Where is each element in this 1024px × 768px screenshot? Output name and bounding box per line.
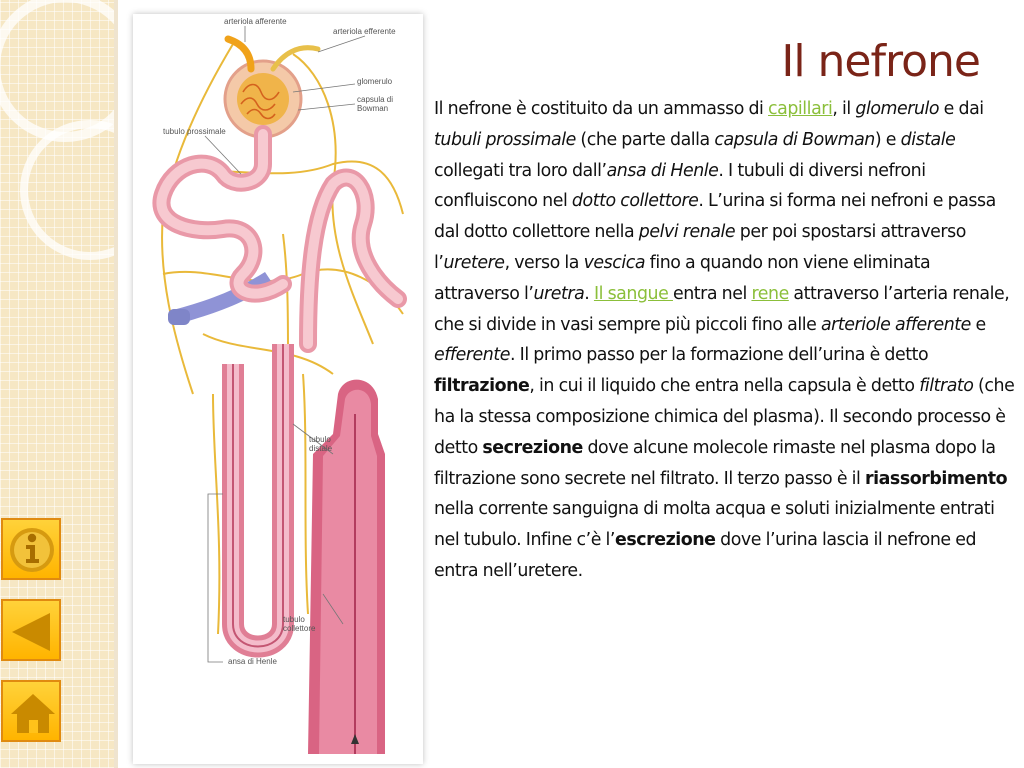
text-run: , verso la [504,252,584,273]
bold-term-escrezione: escrezione [615,530,716,551]
label-capsula-1: capsula di [357,95,394,104]
italic-term-dotto: dotto collettore [571,191,699,212]
italic-term-pelvi: pelvi renale [638,222,736,243]
home-button[interactable] [1,680,61,742]
text-run: (che parte dalla [575,129,715,150]
link-rene[interactable]: rene [751,283,789,304]
text-run: dove l’urina lascia il nefrone ed entra nell’uretere. [434,530,977,581]
text-run: entra nel [672,283,752,304]
slide-title: Il nefrone [781,36,980,87]
back-button[interactable] [1,599,61,661]
text-run: . L’urina si forma nei nefroni e passa dal dotto collettore nella [434,191,996,243]
text-run: e [970,314,986,335]
italic-term-distale: distale [900,129,956,150]
text-run: . [584,283,594,304]
text-run: , in cui il liquido che entra nella capsula è detto [529,376,920,397]
italic-term-glomerulo: glomerulo [855,99,940,119]
bold-term-filtrazione: filtrazione [434,376,530,397]
text-run: , il [832,99,856,119]
label-tubulo-collettore-2: collettore [283,624,316,633]
label-glomerulo: glomerulo [357,77,393,86]
italic-term-efferente: efferente [434,345,510,366]
loop-of-henle [233,344,283,647]
text-run: (che ha la stessa composizione chimica del plasma). Il secondo processo è detto [434,376,1015,458]
label-arteriola-afferente: arteriola afferente [224,17,287,26]
bold-term-secrezione: secrezione [482,437,583,458]
label-arteriola-efferente: arteriola efferente [333,27,396,36]
italic-term-uretere: uretere [443,252,505,273]
bold-term-riassorbimento: riassorbimento [865,468,1008,489]
italic-term-filtrato: filtrato [919,376,974,397]
italic-term-tubuli-prossimale: tubuli prossimale [434,129,576,150]
text-run: collegati tra loro dall’ [434,160,607,181]
label-ansa-di-henle: ansa di Henle [228,657,277,666]
nephron-illustration [133,14,423,764]
text-run: . Il primo passo per la formazione dell’urina è detto [509,345,929,366]
body-paragraph [434,94,1016,587]
text-run: attraverso l’arteria renale, che si divide in vasi sempre più piccoli fino alle [434,283,1010,335]
link-capillari[interactable]: capillari [768,99,833,119]
text-run: . I tubuli di diversi nefroni confluiscono nel [434,160,926,212]
info-button[interactable] [1,518,61,580]
distal-tubule [308,178,398,344]
text-run: nella corrente sanguigna di molta acqua e soluti inizialmente entrati nel tubulo. Infine c’è l’ [434,499,995,551]
text-run: ) e [874,129,901,150]
italic-term-ansa: ansa di Henle [606,160,719,181]
italic-term-capsula: capsula di Bowman [714,129,875,150]
label-tubulo-prossimale: tubulo prossimale [163,127,226,136]
text-run: per poi spostarsi attraverso l’ [434,222,966,273]
italic-term-vescica: vescica [583,252,646,273]
label-capsula-2: Bowman [357,104,389,113]
text-run: dove alcune molecole rimaste nel plasma dopo la filtrazione sono secrete nel filtrato. Il terzo passo è il [434,437,996,489]
label-tubulo-collettore-1: tubulo [283,615,305,624]
back-arrow-icon [3,601,63,663]
home-icon [3,682,63,744]
italic-term-uretra: uretra [533,283,585,304]
info-icon [3,520,63,582]
decorative-ring [0,0,140,142]
label-tubulo-distale-1: tubulo [309,435,331,444]
label-tubulo-distale-2: distale [309,444,333,453]
proximal-tubule [161,134,283,294]
text-run: Il nefrone è costituito da un ammasso di [434,99,769,119]
text-run: e dai [939,99,984,119]
strip-divider [114,0,118,768]
italic-term-arteriole: arteriole afferente [820,314,971,335]
link-il-sangue[interactable]: Il sangue [593,283,673,304]
text-run: fino a quando non viene eliminata attraverso l’ [434,252,931,304]
